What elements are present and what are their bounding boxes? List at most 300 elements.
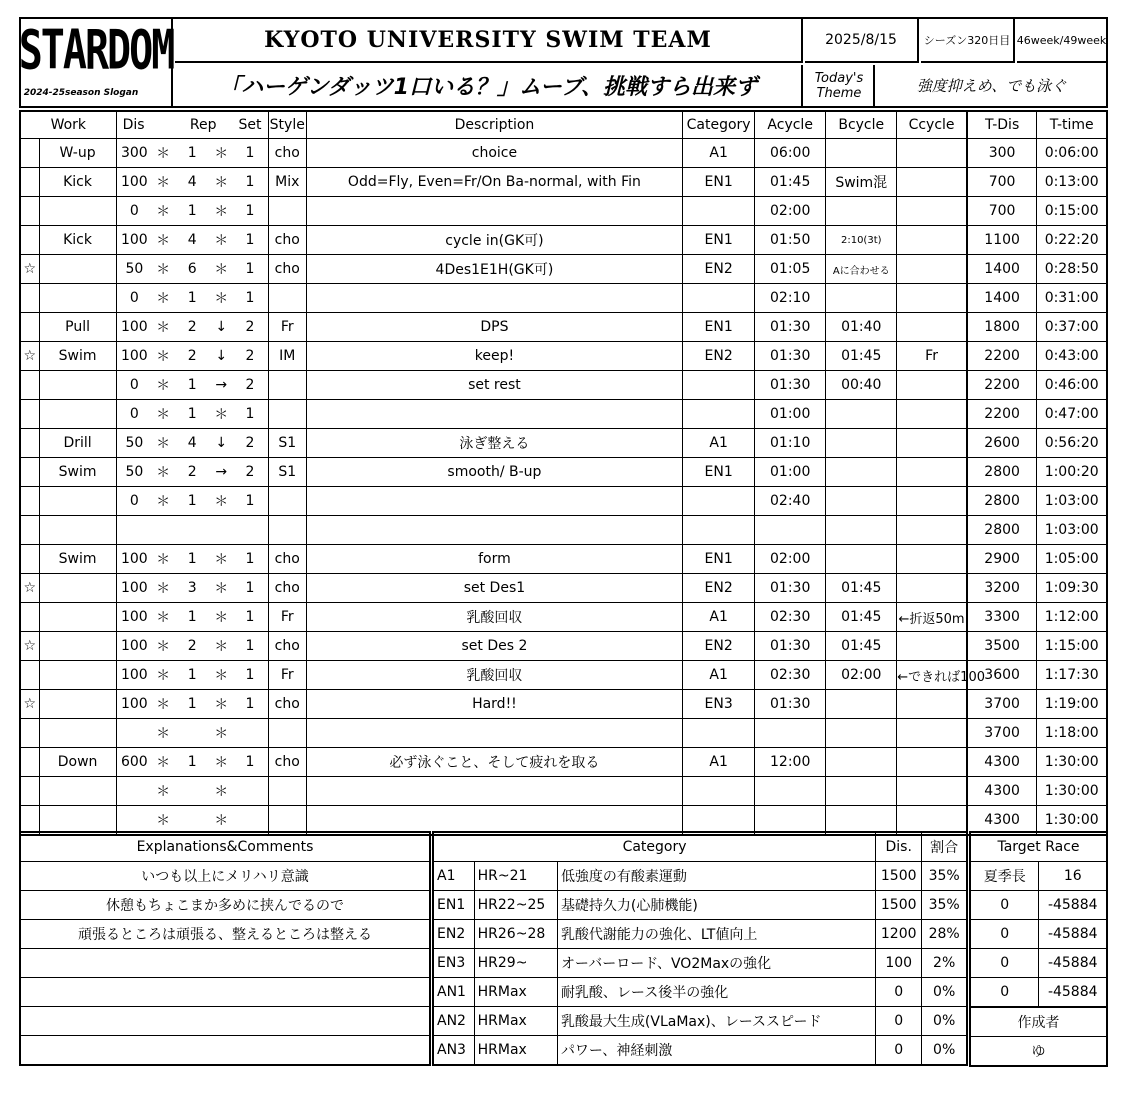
op1-cell: ＊: [152, 574, 174, 603]
description-cell: [306, 487, 682, 516]
bcycle-cell: [826, 284, 897, 313]
tdis-cell: 4300: [967, 748, 1037, 777]
ccycle-cell: [897, 313, 967, 342]
work-cell: [39, 255, 116, 284]
ttime-cell: 1:05:00: [1037, 545, 1107, 574]
tdis-cell: 2200: [967, 400, 1037, 429]
tdis-cell: 1100: [967, 226, 1037, 255]
set-cell: 1: [232, 632, 268, 661]
op1-cell: ＊: [152, 342, 174, 371]
work-cell: [39, 284, 116, 313]
bcycle-cell: Swim混: [826, 168, 897, 197]
row-star: ☆: [20, 574, 39, 603]
style-cell: IM: [268, 342, 306, 371]
target-race-table: [969, 831, 1108, 1067]
comment-row: [20, 920, 430, 949]
ccycle-cell: [897, 690, 967, 719]
category-cell: [683, 777, 755, 806]
category-pct: 2%: [922, 949, 967, 978]
style-cell: cho: [268, 748, 306, 777]
op1-cell: ＊: [152, 545, 174, 574]
set-cell: [232, 516, 268, 545]
table-row: [20, 632, 1107, 661]
set-cell: 1: [232, 690, 268, 719]
ttime-cell: 0:28:50: [1037, 255, 1107, 284]
row-star: ☆: [20, 632, 39, 661]
col-acycle: Acycle: [755, 111, 826, 139]
dis-cell: 50: [116, 255, 152, 284]
ttime-cell: 1:30:00: [1037, 806, 1107, 836]
description-cell: 泳ぎ整える: [306, 429, 682, 458]
work-cell: Kick: [39, 226, 116, 255]
ccycle-cell: [897, 139, 967, 168]
acycle-cell: 01:30: [755, 342, 826, 371]
col-dis: Dis: [116, 111, 174, 139]
dis-cell: 100: [116, 313, 152, 342]
work-cell: Kick: [39, 168, 116, 197]
row-star: [20, 139, 39, 168]
bcycle-cell: [826, 458, 897, 487]
style-cell: [268, 197, 306, 226]
ccycle-cell: [897, 748, 967, 777]
bcycle-cell: [826, 748, 897, 777]
bcycle-cell: [826, 516, 897, 545]
dis-cell: [116, 516, 152, 545]
dis-cell: [116, 719, 152, 748]
rep-cell: 6: [174, 255, 210, 284]
category-hr: HRMax: [474, 1007, 557, 1036]
target-race-value: -45884: [1039, 949, 1107, 978]
op2-cell: ＊: [210, 284, 232, 313]
bcycle-cell: 00:40: [826, 371, 897, 400]
acycle-cell: 02:00: [755, 197, 826, 226]
rep-cell: 1: [174, 400, 210, 429]
table-row: [20, 690, 1107, 719]
ccycle-cell: [897, 226, 967, 255]
work-cell: Pull: [39, 313, 116, 342]
theme-label-line1: Today's: [814, 70, 864, 86]
comment-row: [20, 978, 430, 1007]
comments-table: [19, 831, 431, 1066]
category-cell: EN1: [683, 226, 755, 255]
description-cell: choice: [306, 139, 682, 168]
comment-row: [20, 1036, 430, 1066]
bcycle-cell: 01:40: [826, 313, 897, 342]
category-cell: [683, 400, 755, 429]
comment-row: [20, 949, 430, 978]
ttime-cell: 0:15:00: [1037, 197, 1107, 226]
set-cell: 2: [232, 313, 268, 342]
table-row: [20, 284, 1107, 313]
target-race-row: [970, 949, 1107, 978]
op2-cell: ↓: [210, 429, 232, 458]
target-race-name: 夏季長: [970, 862, 1039, 891]
bcycle-cell: Aに合わせる: [826, 255, 897, 284]
style-cell: cho: [268, 574, 306, 603]
category-cell: [683, 371, 755, 400]
work-cell: [39, 777, 116, 806]
op2-cell: ＊: [210, 226, 232, 255]
category-pct: 35%: [922, 862, 967, 891]
work-cell: [39, 574, 116, 603]
ttime-cell: 0:22:20: [1037, 226, 1107, 255]
ttime-cell: 1:19:00: [1037, 690, 1107, 719]
op1-cell: ＊: [152, 284, 174, 313]
row-star: [20, 429, 39, 458]
target-race-name: 0: [970, 891, 1039, 920]
tdis-cell: 3500: [967, 632, 1037, 661]
rep-cell: 4: [174, 168, 210, 197]
op2-cell: ＊: [210, 806, 232, 836]
category-pct: 0%: [922, 1007, 967, 1036]
category-dis: 0: [876, 1007, 922, 1036]
set-cell: 1: [232, 139, 268, 168]
dis-cell: 0: [116, 487, 152, 516]
acycle-cell: 02:30: [755, 603, 826, 632]
col-style: Style: [268, 111, 306, 139]
bcycle-cell: 01:45: [826, 342, 897, 371]
dis-cell: 100: [116, 661, 152, 690]
table-row: [20, 777, 1107, 806]
description-cell: 4Des1E1H(GK可): [306, 255, 682, 284]
target-race-name: 0: [970, 920, 1039, 949]
comment-line: [20, 949, 430, 978]
op2-cell: →: [210, 458, 232, 487]
category-row: [433, 1036, 967, 1066]
bcycle-cell: 02:00: [826, 661, 897, 690]
practice-sheet: [19, 17, 1108, 1062]
op1-cell: ＊: [152, 226, 174, 255]
theme-label-line2: Theme: [816, 85, 862, 101]
acycle-cell: 01:30: [755, 574, 826, 603]
tdis-cell: 3600: [967, 661, 1037, 690]
dis-cell: 100: [116, 342, 152, 371]
category-code: EN3: [433, 949, 474, 978]
op1-cell: ＊: [152, 458, 174, 487]
op1-cell: ＊: [152, 371, 174, 400]
style-cell: [268, 487, 306, 516]
col-tdis: T-Dis: [967, 111, 1037, 139]
col-description: Description: [306, 111, 682, 139]
op1-cell: ＊: [152, 690, 174, 719]
description-cell: smooth/ B-up: [306, 458, 682, 487]
set-cell: 1: [232, 545, 268, 574]
category-desc: 乳酸代謝能力の強化、LT値向上: [557, 920, 875, 949]
tdis-cell: 4300: [967, 806, 1037, 836]
bcycle-cell: 2:10(3t): [826, 226, 897, 255]
description-cell: set Des1: [306, 574, 682, 603]
today-theme: 強度抑えめ、でも泳ぐ: [916, 77, 1067, 95]
row-star: [20, 777, 39, 806]
ccycle-cell: [897, 719, 967, 748]
table-row: [20, 487, 1107, 516]
rep-cell: 1: [174, 371, 210, 400]
ccycle-cell: [897, 458, 967, 487]
work-cell: [39, 719, 116, 748]
ccycle-cell: [897, 197, 967, 226]
table-row: [20, 458, 1107, 487]
ccycle-cell: ←折返50m: [897, 603, 967, 632]
op1-cell: ＊: [152, 603, 174, 632]
op2-cell: ＊: [210, 197, 232, 226]
comment-line: いつも以上にメリハリ意識: [20, 862, 430, 891]
dis-cell: 100: [116, 545, 152, 574]
col-set: Set: [232, 111, 268, 139]
ttime-cell: 0:06:00: [1037, 139, 1107, 168]
target-race-value: -45884: [1039, 891, 1107, 920]
bcycle-cell: [826, 197, 897, 226]
style-cell: [268, 284, 306, 313]
dis-cell: 50: [116, 429, 152, 458]
rep-cell: 2: [174, 342, 210, 371]
ttime-cell: 1:12:00: [1037, 603, 1107, 632]
season-day: シーズン320日目: [921, 19, 1015, 63]
col-rep: Rep: [174, 111, 232, 139]
row-star: [20, 719, 39, 748]
set-cell: [232, 719, 268, 748]
tdis-cell: 1800: [967, 313, 1037, 342]
acycle-cell: 01:05: [755, 255, 826, 284]
row-star: [20, 661, 39, 690]
bcycle-cell: [826, 719, 897, 748]
ttime-cell: 0:46:00: [1037, 371, 1107, 400]
acycle-cell: 02:30: [755, 661, 826, 690]
op1-cell: ＊: [152, 661, 174, 690]
row-star: [20, 197, 39, 226]
table-row: [20, 313, 1107, 342]
target-race-header: Target Race: [970, 832, 1107, 862]
set-cell: [232, 777, 268, 806]
bcycle-cell: [826, 777, 897, 806]
work-cell: Swim: [39, 545, 116, 574]
style-cell: cho: [268, 632, 306, 661]
rep-cell: 1: [174, 487, 210, 516]
op1-cell: ＊: [152, 139, 174, 168]
acycle-cell: [755, 719, 826, 748]
bcycle-cell: [826, 545, 897, 574]
tdis-cell: 1400: [967, 255, 1037, 284]
row-star: [20, 226, 39, 255]
ccycle-cell: [897, 168, 967, 197]
team-name: KYOTO UNIVERSITY SWIM TEAM: [175, 19, 803, 63]
op1-cell: ＊: [152, 168, 174, 197]
category-dis-header: Dis.: [876, 832, 922, 862]
style-cell: Mix: [268, 168, 306, 197]
style-cell: Fr: [268, 603, 306, 632]
style-cell: cho: [268, 545, 306, 574]
ccycle-cell: [897, 516, 967, 545]
category-dis: 0: [876, 1036, 922, 1066]
style-cell: Fr: [268, 313, 306, 342]
tdis-cell: 2800: [967, 516, 1037, 545]
op2-cell: ＊: [210, 777, 232, 806]
category-pct: 35%: [922, 891, 967, 920]
set-cell: 1: [232, 400, 268, 429]
rep-cell: 2: [174, 458, 210, 487]
acycle-cell: 01:30: [755, 632, 826, 661]
acycle-cell: 02:00: [755, 545, 826, 574]
table-row: [20, 748, 1107, 777]
category-dis: 100: [876, 949, 922, 978]
style-cell: [268, 777, 306, 806]
row-star: [20, 516, 39, 545]
row-star: [20, 313, 39, 342]
dis-cell: 100: [116, 632, 152, 661]
tdis-cell: 1400: [967, 284, 1037, 313]
col-category: Category: [683, 111, 755, 139]
description-cell: Odd=Fly, Even=Fr/On Ba-normal, with Fin: [306, 168, 682, 197]
set-cell: 1: [232, 748, 268, 777]
op2-cell: ↓: [210, 313, 232, 342]
dis-cell: 50: [116, 458, 152, 487]
date: 2025/8/15: [805, 19, 919, 63]
work-cell: [39, 371, 116, 400]
category-pct: 28%: [922, 920, 967, 949]
category-cell: [683, 284, 755, 313]
description-cell: [306, 719, 682, 748]
category-cell: [683, 487, 755, 516]
rep-cell: 1: [174, 284, 210, 313]
description-cell: DPS: [306, 313, 682, 342]
style-cell: [268, 371, 306, 400]
category-desc: パワー、神経刺激: [557, 1036, 875, 1066]
description-cell: form: [306, 545, 682, 574]
row-star: [20, 284, 39, 313]
category-cell: A1: [683, 661, 755, 690]
acycle-cell: 01:00: [755, 400, 826, 429]
theme-label: [805, 65, 875, 106]
target-race-value: -45884: [1039, 978, 1107, 1008]
ttime-cell: 1:03:00: [1037, 516, 1107, 545]
acycle-cell: 01:10: [755, 429, 826, 458]
op1-cell: ＊: [152, 487, 174, 516]
tdis-cell: 300: [967, 139, 1037, 168]
table-row: [20, 429, 1107, 458]
category-cell: EN2: [683, 342, 755, 371]
tdis-cell: 4300: [967, 777, 1037, 806]
table-row: [20, 197, 1107, 226]
ccycle-cell: [897, 371, 967, 400]
acycle-cell: 01:00: [755, 458, 826, 487]
category-header: Category: [433, 832, 876, 862]
bcycle-cell: [826, 139, 897, 168]
style-cell: S1: [268, 458, 306, 487]
style-cell: [268, 516, 306, 545]
set-cell: 1: [232, 255, 268, 284]
dis-cell: 0: [116, 197, 152, 226]
ccycle-cell: [897, 545, 967, 574]
work-cell: [39, 516, 116, 545]
tdis-cell: 2800: [967, 458, 1037, 487]
style-cell: Fr: [268, 661, 306, 690]
ttime-cell: 1:17:30: [1037, 661, 1107, 690]
ttime-cell: 1:30:00: [1037, 748, 1107, 777]
set-cell: 2: [232, 342, 268, 371]
acycle-cell: 12:00: [755, 748, 826, 777]
bcycle-cell: 01:45: [826, 574, 897, 603]
tdis-cell: 2600: [967, 429, 1037, 458]
rep-cell: 1: [174, 661, 210, 690]
category-cell: EN1: [683, 545, 755, 574]
target-race-row: [970, 862, 1107, 891]
category-dis: 1200: [876, 920, 922, 949]
bcycle-cell: [826, 690, 897, 719]
acycle-cell: 01:45: [755, 168, 826, 197]
table-header-row: [20, 111, 1107, 139]
style-cell: [268, 400, 306, 429]
category-desc: オーバーロード、VO2Maxの強化: [557, 949, 875, 978]
ttime-cell: 1:03:00: [1037, 487, 1107, 516]
op2-cell: ＊: [210, 690, 232, 719]
set-cell: 1: [232, 168, 268, 197]
category-code: A1: [433, 862, 474, 891]
category-cell: EN2: [683, 574, 755, 603]
practice-table: [19, 110, 1108, 836]
category-row: [433, 920, 967, 949]
category-row: [433, 1007, 967, 1036]
category-cell: A1: [683, 603, 755, 632]
style-cell: cho: [268, 690, 306, 719]
category-code: AN2: [433, 1007, 474, 1036]
category-row: [433, 949, 967, 978]
ccycle-cell: [897, 487, 967, 516]
target-race-name: 0: [970, 949, 1039, 978]
category-pct-header: 割合: [922, 832, 967, 862]
op1-cell: ＊: [152, 255, 174, 284]
bcycle-cell: [826, 400, 897, 429]
ccycle-cell: [897, 632, 967, 661]
rep-cell: 1: [174, 690, 210, 719]
row-star: [20, 458, 39, 487]
row-star: [20, 168, 39, 197]
op2-cell: ＊: [210, 545, 232, 574]
op1-cell: ＊: [152, 719, 174, 748]
dis-cell: 0: [116, 400, 152, 429]
acycle-cell: 01:30: [755, 690, 826, 719]
work-cell: [39, 632, 116, 661]
work-cell: [39, 400, 116, 429]
table-row: [20, 168, 1107, 197]
op2-cell: ＊: [210, 400, 232, 429]
table-row: [20, 719, 1107, 748]
category-cell: EN2: [683, 255, 755, 284]
work-cell: W-up: [39, 139, 116, 168]
style-cell: S1: [268, 429, 306, 458]
ttime-cell: 0:43:00: [1037, 342, 1107, 371]
rep-cell: 1: [174, 545, 210, 574]
ttime-cell: 0:56:20: [1037, 429, 1107, 458]
description-cell: [306, 777, 682, 806]
op1-cell: ＊: [152, 429, 174, 458]
op1-cell: [152, 516, 174, 545]
set-cell: 2: [232, 458, 268, 487]
op2-cell: ＊: [210, 139, 232, 168]
set-cell: 2: [232, 429, 268, 458]
style-cell: cho: [268, 226, 306, 255]
col-ccycle: Ccycle: [897, 111, 967, 139]
op2-cell: ＊: [210, 719, 232, 748]
category-row: [433, 862, 967, 891]
bcycle-cell: [826, 429, 897, 458]
op1-cell: ＊: [152, 632, 174, 661]
category-cell: EN2: [683, 632, 755, 661]
author-label: 作成者: [970, 1007, 1107, 1037]
table-row: [20, 516, 1107, 545]
ccycle-cell: [897, 777, 967, 806]
description-cell: cycle in(GK可): [306, 226, 682, 255]
style-cell: cho: [268, 255, 306, 284]
category-cell: [683, 516, 755, 545]
